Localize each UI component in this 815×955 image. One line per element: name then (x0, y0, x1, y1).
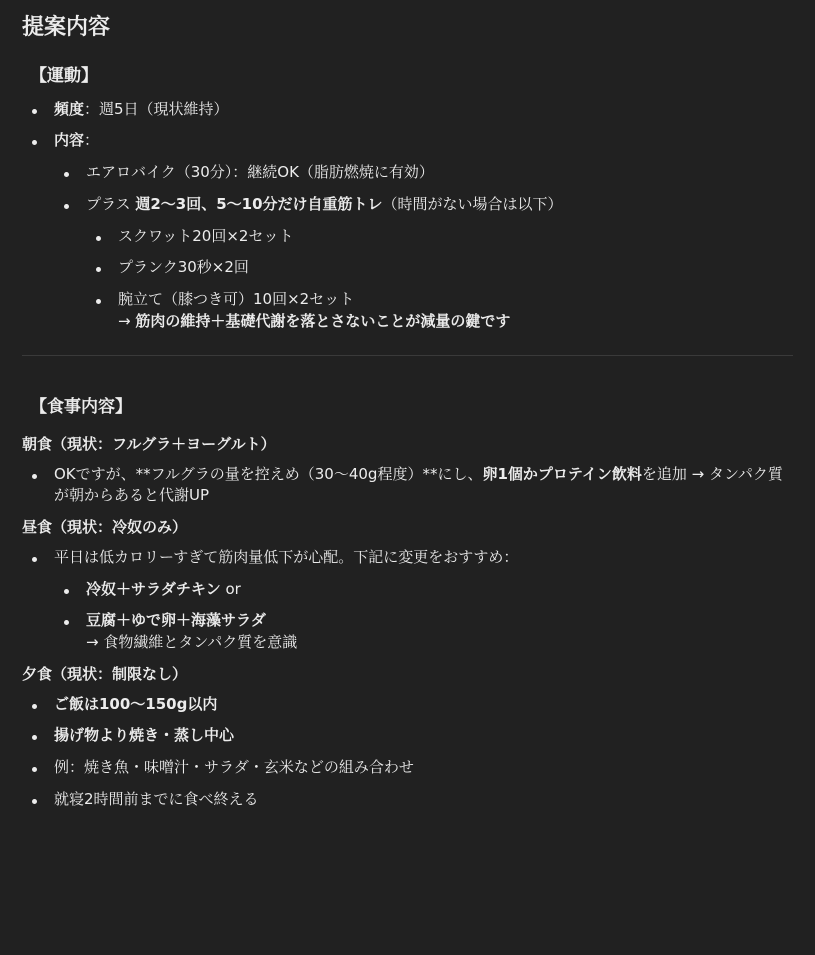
list-item: ご飯は100〜150g以内 (22, 694, 793, 716)
breakfast-list (22, 464, 793, 508)
dinner-list (22, 694, 793, 811)
exercise-heading: 【運動】 (30, 65, 98, 86)
list-item: 冷奴＋サラダチキン or (54, 579, 793, 601)
lunch-list (22, 547, 793, 654)
exercise-list (22, 99, 793, 333)
exercise-note: → 筋肉の維持＋基礎代謝を落とさないことが減量の鍵です (118, 311, 511, 330)
list-item: エアロバイク（30分）：継続OK（脂肪燃焼に有効） (54, 162, 793, 184)
list-item: 頻度：週5日（現状維持） (22, 99, 793, 121)
lunch-options (54, 579, 793, 654)
divider (22, 355, 793, 356)
content-sublist (54, 162, 793, 333)
list-item: 腕立て（膝つき可）10回×2セット → 筋肉の維持＋基礎代謝を落とさないことが減量の鍵です (86, 289, 793, 333)
workout-sublist (86, 226, 793, 333)
list-item: プラス 週2〜3回、5〜10分だけ自重筋トレ（時間がない場合は以下） スクワット20回×2セット プランク30秒×2回 腕立て（膝つき可）10回×2セット → 筋肉の維持＋基礎代謝を落とさないことが減量の鍵です (54, 194, 793, 333)
breakfast-title: 朝食（現状：フルグラ＋ヨーグルト） (22, 434, 276, 453)
list-item: 豆腐＋ゆで卵＋海藻サラダ → 食物繊維とタンパク質を意識 (54, 610, 793, 654)
page-title: 提案内容 (22, 15, 111, 40)
list-item: 平日は低カロリーすぎて筋肉量低下が心配。下記に変更をおすすめ： 冷奴＋サラダチキン or 豆腐＋ゆで卵＋海藻サラダ → 食物繊維とタンパク質を意識 (22, 547, 793, 654)
meal-heading: 【食事内容】 (30, 396, 132, 417)
list-item: スクワット20回×2セット (86, 226, 793, 248)
dinner-title: 夕食（現状：制限なし） (22, 664, 188, 683)
list-item: 内容： エアロバイク（30分）：継続OK（脂肪燃焼に有効） プラス 週2〜3回、5〜10分だけ自重筋トレ（時間がない場合は以下） スクワット20回×2セット プランク30秒×2回 腕立て（膝つき可）10回×2セット → 筋肉の維持＋基礎代謝を落とさないことが減量の鍵です (22, 130, 793, 332)
list-item: OKですが、**フルグラの量を控えめ（30〜40g程度）**にし、卵1個かプロテイン飲料を追加 → タンパク質が朝からあると代謝UP (22, 464, 793, 508)
list-item: 就寝2時間前までに食べ終える (22, 789, 793, 811)
list-item: 例：焼き魚・味噌汁・サラダ・玄米などの組み合わせ (22, 757, 793, 779)
lunch-title: 昼食（現状：冷奴のみ） (22, 518, 188, 537)
list-item: プランク30秒×2回 (86, 257, 793, 279)
list-item: 揚げ物より焼き・蒸し中心 (22, 725, 793, 747)
